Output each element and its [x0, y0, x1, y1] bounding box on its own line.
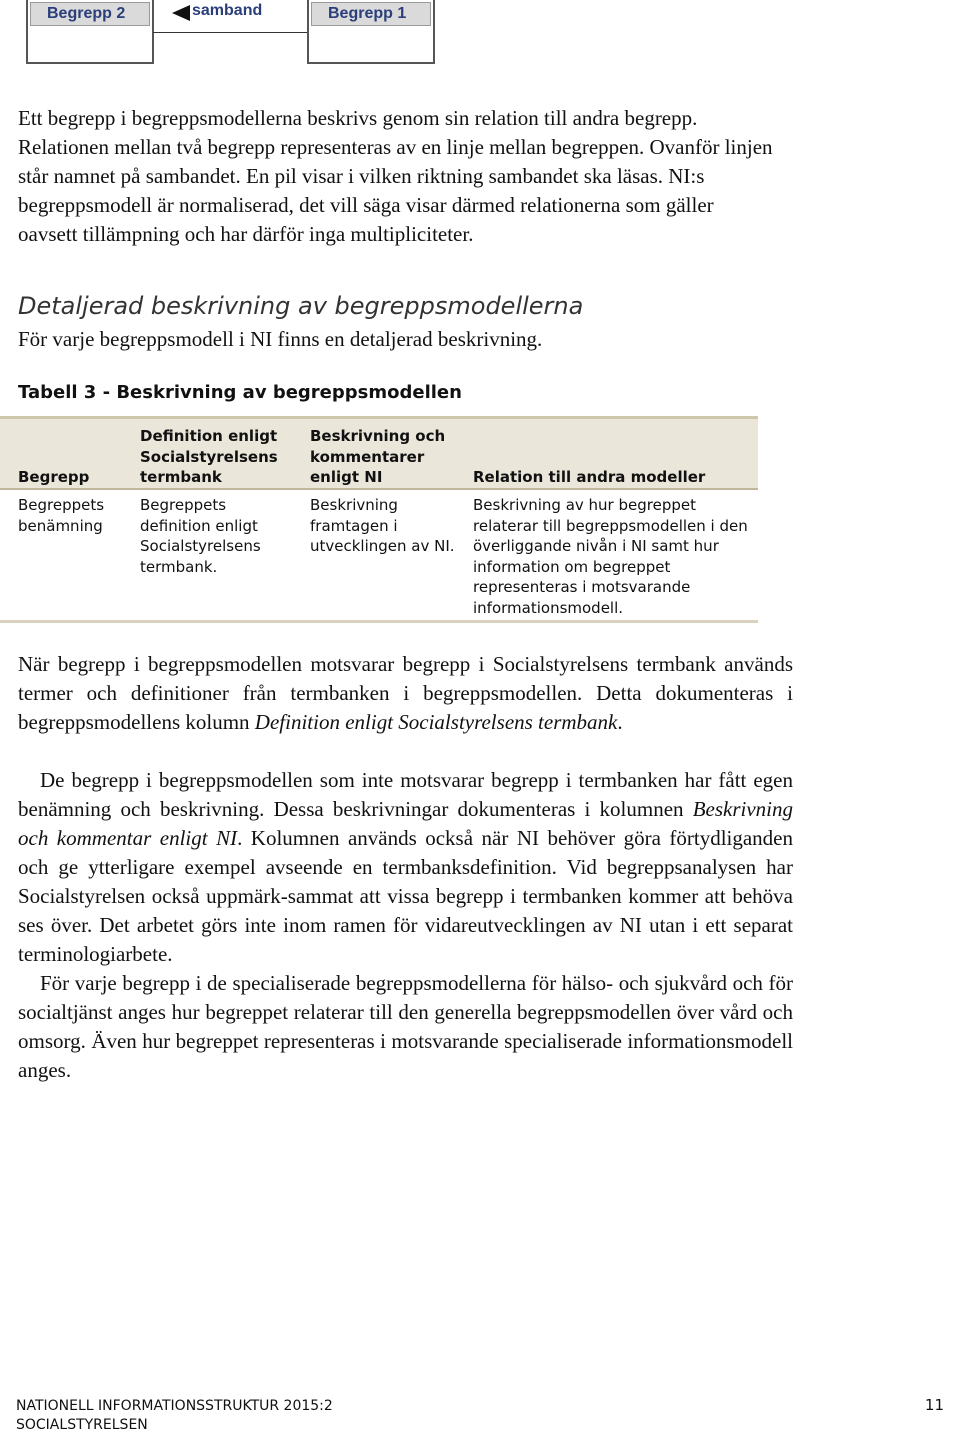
- body-paragraph-3: För varje begrepp i de specialiserade begreppsmodellerna för hälso- och sjukvård och för socialtjänst anges hur begreppet relaterar till den generella begreppsmodellen över vård och omsorg. Även hur begreppet representeras i motsvarande specialiserade informationsmodell anges.: [18, 971, 793, 1082]
- body-paragraph-2-end: . Kolumnen används också när NI behöver göra förtydliganden och ge ytterligare exempel avseende en termbanksdefinition. Vid begreppsanalysen har Socialstyrelsen också uppmärk-sammat att vissa begrepp i termbanken kommer att behöva ses över. Det arbetet görs inte inom ramen för vidareutvecklingen av NI utan i ett separat terminologiarbete.: [18, 826, 794, 966]
- cell-beskrivning: Beskrivning framtagen i utvecklingen av NI.: [310, 496, 455, 555]
- header-definition: Definition enligt Socialstyrelsens termbank: [140, 427, 278, 486]
- entity-label-left: Begrepp 2: [30, 2, 150, 26]
- table-header-row: [0, 416, 758, 490]
- entity-box-right: [307, 0, 435, 64]
- entity-box-left: [26, 0, 154, 64]
- entity-label-right: Begrepp 1: [311, 2, 431, 26]
- body-paragraph-1: [18, 650, 793, 737]
- footer-publisher: SOCIALSTYRELSEN: [16, 1417, 148, 1433]
- body-paragraph-2-italic: Beskrivning och kommentar enligt NI: [18, 797, 793, 850]
- cell-definition: Begreppets definition enligt Socialstyrelsens termbank.: [140, 496, 261, 576]
- cell-relation: Beskrivning av hur begreppet relaterar till begreppsmodellen i den överliggande nivån i NI samt hur information om begreppet representeras i motsvarande informationsmodell.: [473, 496, 748, 617]
- header-relation: Relation till andra modeller: [473, 468, 706, 486]
- table-title: Tabell 3 - Beskrivning av begreppsmodellen: [18, 382, 462, 403]
- body-paragraph-2-text: De begrepp i begreppsmodellen som inte motsvarar begrepp i termbanken har fått egen benämning och beskrivning. Dessa beskrivningar dokumenteras i kolumnen: [18, 768, 793, 821]
- arrow-left-icon: [172, 5, 190, 21]
- table-row: [0, 490, 758, 623]
- relation-line: [153, 32, 308, 33]
- cell-begrepp: Begreppets benämning: [18, 496, 105, 535]
- relation-label: samband: [192, 2, 263, 19]
- body-paragraph-2: [18, 766, 793, 969]
- section-lead: För varje begreppsmodell i NI finns en detaljerad beskrivning.: [18, 327, 543, 351]
- section-heading: Detaljerad beskrivning av begreppsmodellerna: [18, 292, 584, 320]
- page-number: 11: [924, 1396, 944, 1414]
- header-beskrivning: Beskrivning och kommentarer enligt NI: [310, 427, 446, 486]
- body-paragraph-1-italic: Definition enligt Socialstyrelsens termbank: [254, 710, 618, 734]
- body-paragraph-1-end: .: [617, 710, 623, 734]
- body-paragraph-1-text: När begrepp i begreppsmodellen motsvarar begrepp i Socialstyrelsens termbank används termer och definitioner från termbanken i begreppsmodellen. Detta dokumenteras i begreppsmodellens kolumn: [18, 652, 793, 734]
- intro-paragraph: Ett begrepp i begreppsmodellerna beskrivs genom sin relation till andra begrepp. Relationen mellan två begrepp representeras av en linje mellan begreppen. Ovanför linjen står namnet på sambandet. En pil visar i vilken riktning sambandet ska läsas. NI:s begreppsmodell är normaliserad, det vill säga visar därmed relationerna som gäller oavsett tillämpning och har därför inga multipliciteter.: [18, 106, 773, 246]
- footer-publication: NATIONELL INFORMATIONSSTRUKTUR 2015:2: [16, 1398, 333, 1414]
- header-begrepp: Begrepp: [18, 468, 90, 486]
- concept-diagram: [0, 0, 960, 72]
- description-table: [0, 416, 758, 623]
